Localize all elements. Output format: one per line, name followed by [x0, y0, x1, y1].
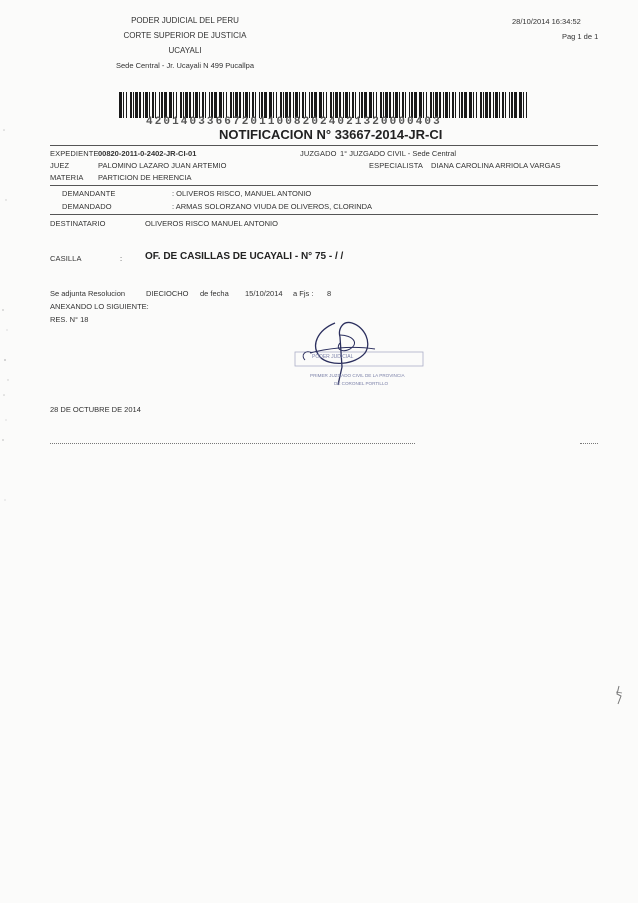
demandado-value: : ARMAS SOLORZANO VIUDA DE OLIVEROS, CLORINDA: [172, 202, 373, 211]
juzgado-value: 1° JUZGADO CIVIL - Sede Central: [340, 149, 457, 158]
casilla-label: CASILLA: [50, 254, 82, 263]
materia-label: MATERIA: [50, 173, 84, 182]
dotted-separator-left: [50, 443, 415, 444]
court-name: CORTE SUPERIOR DE JUSTICIA: [123, 31, 247, 40]
address: Sede Central - Jr. Ucayali N 499 Pucallpa: [116, 61, 254, 70]
divider-lower: [50, 214, 598, 215]
especialista-label: ESPECIALISTA: [369, 161, 423, 170]
casilla-colon: :: [120, 254, 123, 263]
demandante-label: DEMANDANTE: [62, 189, 116, 198]
adjunta-text: Se adjunta Resolucion: [50, 289, 126, 298]
notification-title: NOTIFICACION N° 33667-2014-JR-CI: [219, 127, 443, 142]
stamp-line3: DE CORONEL PORTILLO: [334, 381, 389, 386]
scan-edge-marks: [0, 0, 14, 903]
fojas-value: 8: [327, 289, 332, 298]
demandante-value: : OLIVEROS RISCO, MANUEL ANTONIO: [172, 189, 312, 198]
institution-name: PODER JUDICIAL DEL PERU: [131, 16, 239, 25]
fecha-label: de fecha: [200, 289, 229, 298]
juez-label: JUEZ: [50, 161, 70, 170]
destinatario-value: OLIVEROS RISCO MANUEL ANTONIO: [145, 219, 278, 228]
divider-middle: [50, 185, 598, 186]
especialista-value: DIANA CAROLINA ARRIOLA VARGAS: [431, 161, 561, 170]
margin-scribble: [612, 684, 626, 706]
resolution-reference: RES. N° 18: [50, 315, 89, 324]
divider-top: [50, 145, 598, 146]
dotted-separator-right: [580, 443, 598, 444]
page-number: Pag 1 de 1: [562, 32, 599, 41]
stamp-line1: PODER JUDICIAL: [312, 354, 354, 360]
stamp-line2: PRIMER JUZGADO CIVIL DE LA PROVINCIA: [310, 373, 405, 378]
region-name: UCAYALI: [168, 46, 202, 55]
anexando-text: ANEXANDO LO SIGUIENTE:: [50, 302, 149, 311]
resolution-date: 15/10/2014: [245, 289, 283, 298]
casilla-value: OF. DE CASILLAS DE UCAYALI - N° 75 - / /: [145, 251, 344, 262]
notification-date: 28 DE OCTUBRE DE 2014: [50, 405, 141, 414]
barcode-number: 4201403366720110082024021320000403: [146, 116, 442, 128]
juzgado-label: JUZGADO: [300, 149, 337, 158]
print-datetime: 28/10/2014 16:34:52: [512, 17, 581, 26]
signature-mark: [280, 305, 430, 405]
resolution-number-word: DIECIOCHO: [146, 289, 189, 298]
expediente-value: 00820-2011-0-2402-JR-CI-01: [98, 149, 197, 158]
demandado-label: DEMANDADO: [62, 202, 112, 211]
expediente-label: EXPEDIENTE: [50, 149, 99, 158]
materia-value: PARTICION DE HERENCIA: [98, 173, 192, 182]
barcode: [119, 92, 529, 118]
juez-value: PALOMINO LAZARO JUAN ARTEMIO: [98, 161, 227, 170]
destinatario-label: DESTINATARIO: [50, 219, 106, 228]
fojas-label: a Fjs :: [293, 289, 314, 298]
court-stamp: [280, 305, 430, 405]
